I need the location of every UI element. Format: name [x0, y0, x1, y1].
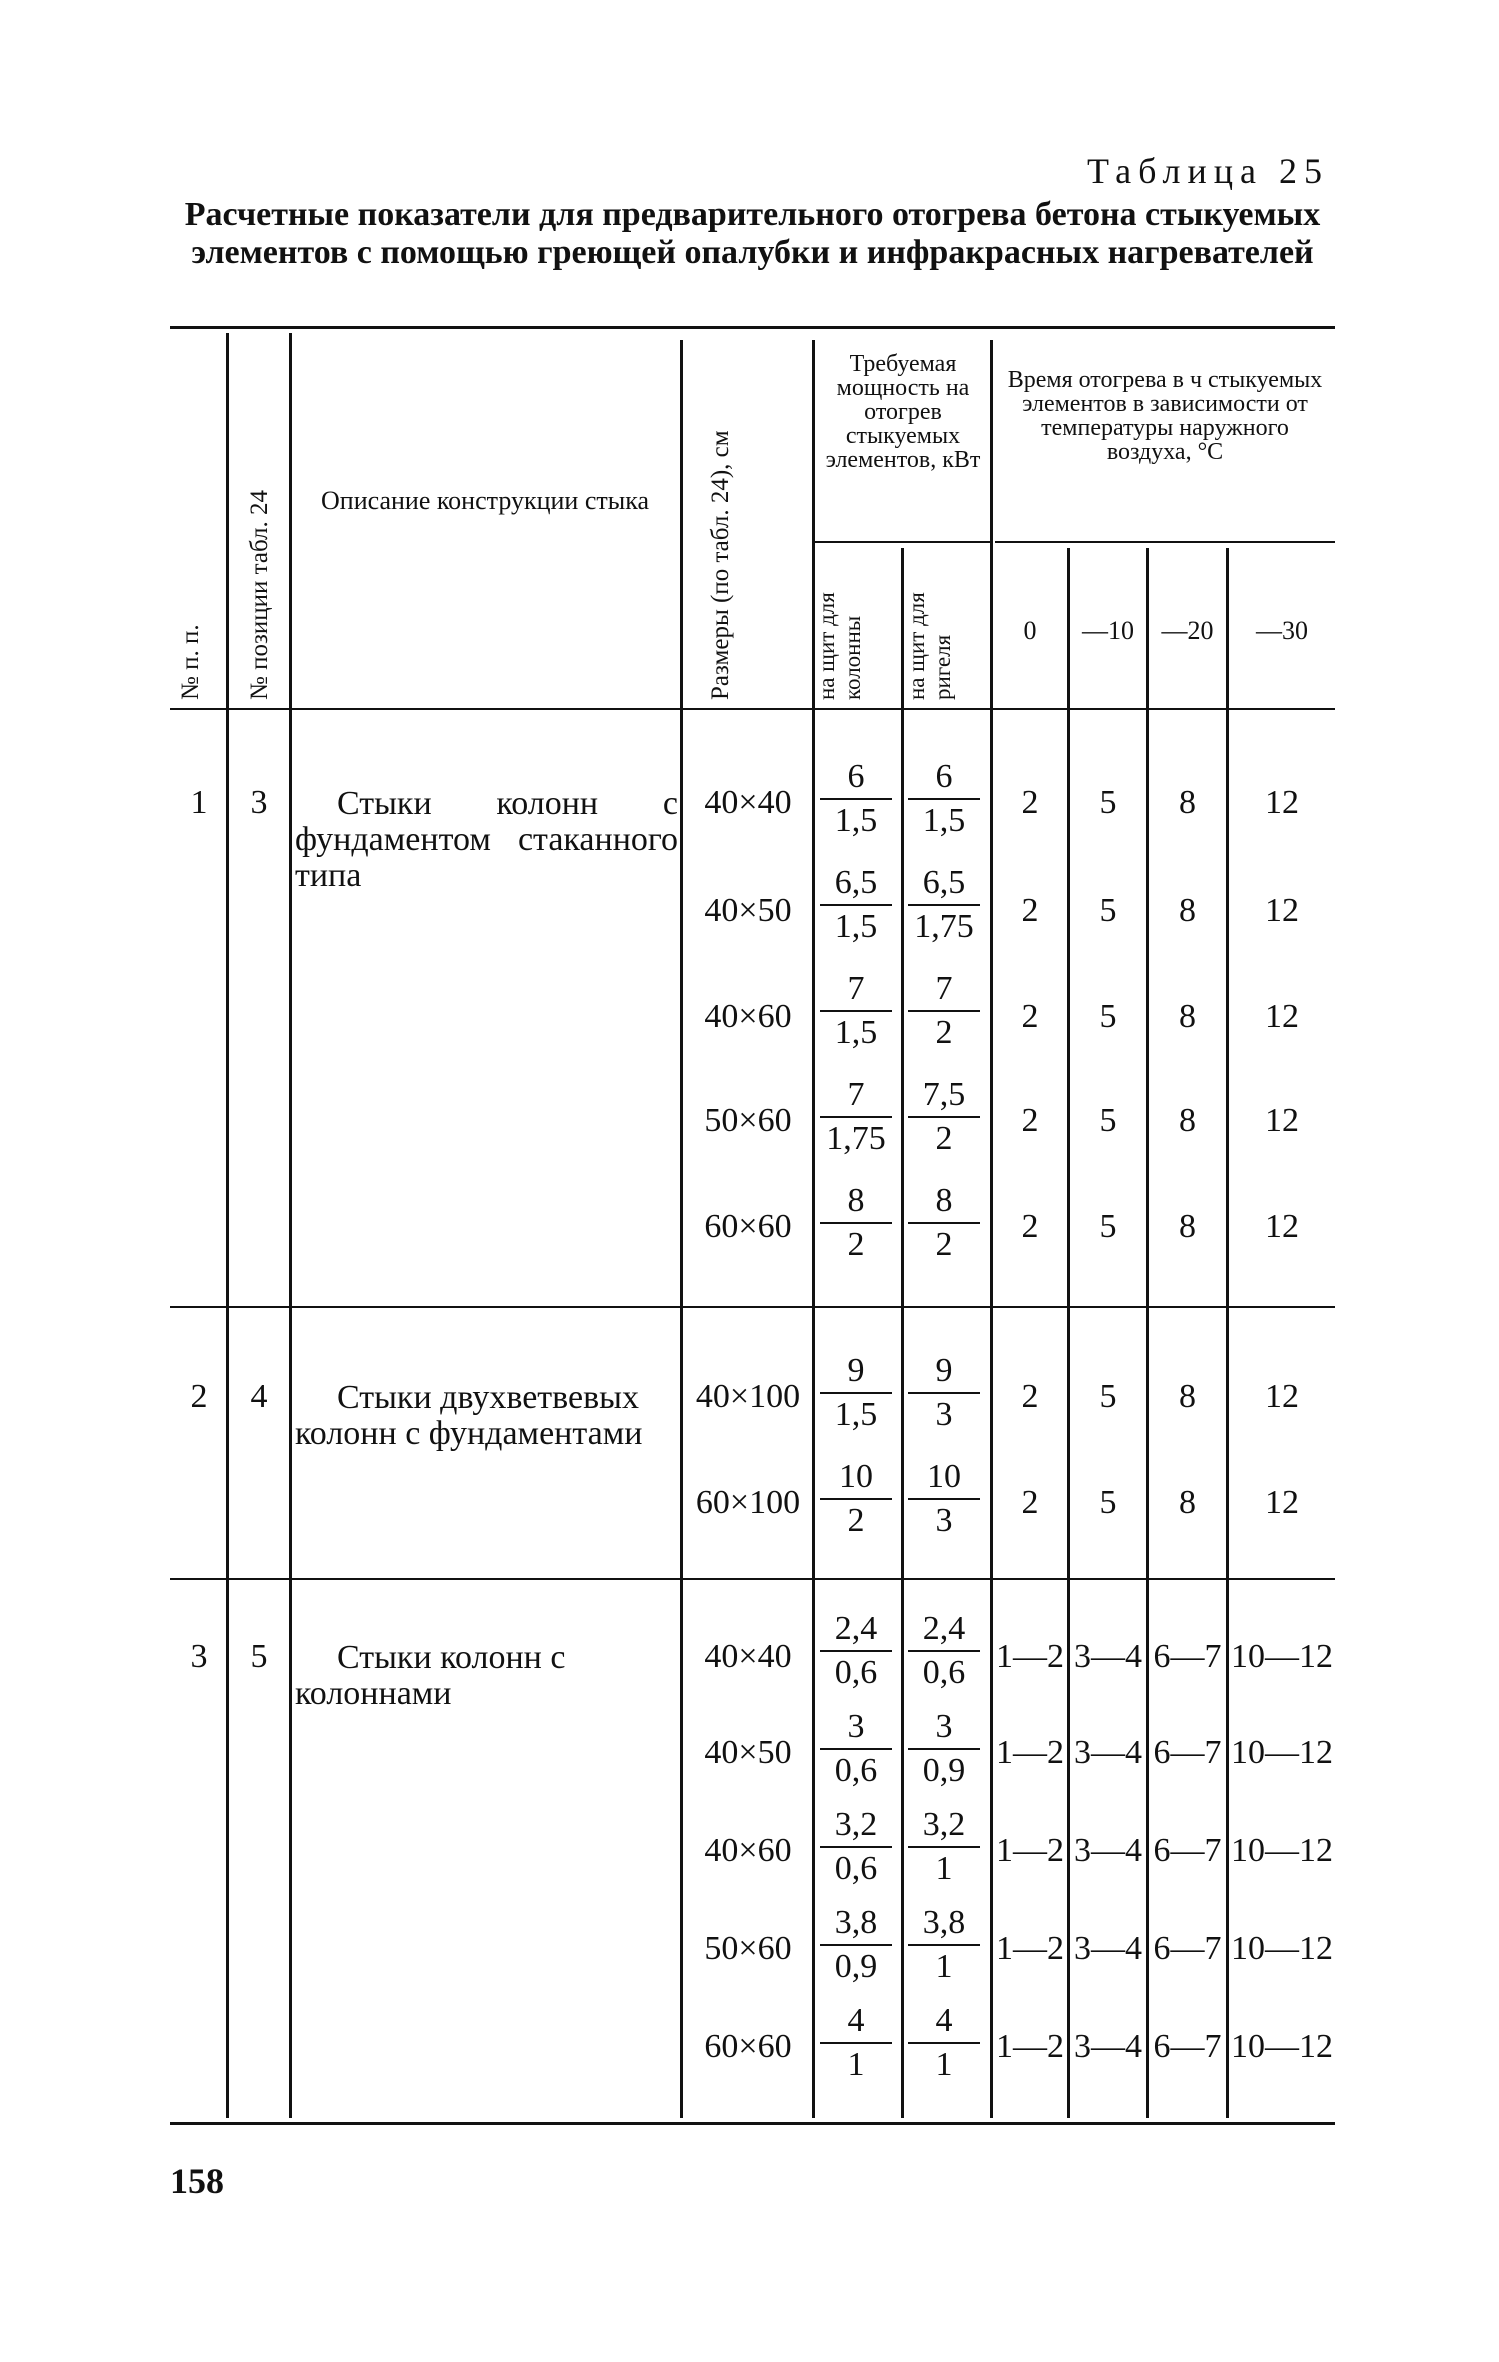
numerator: 2,4	[908, 1612, 980, 1652]
g1-r3-t10: 5	[1099, 998, 1117, 1035]
g1-r2-power-column	[820, 866, 892, 944]
g2-r2-t0: 2	[1021, 1484, 1039, 1521]
denominator: 2	[935, 1120, 953, 1157]
g3-r4-t10: 3—4	[1074, 1930, 1142, 1967]
denominator: 2	[847, 1502, 865, 1539]
header-temp-0: 0	[1023, 616, 1037, 645]
g2-r1-t30: 12	[1265, 1378, 1299, 1415]
g1-r5-t0: 2	[1021, 1208, 1039, 1245]
g2-r1-t10: 5	[1099, 1378, 1117, 1415]
g3-r3-power-column	[820, 1808, 892, 1886]
g1-r3-power-beam	[908, 972, 980, 1050]
numerator: 4	[908, 2004, 980, 2044]
header-temp-10: —10	[1082, 616, 1134, 645]
denominator: 3	[935, 1502, 953, 1539]
header-pos-no: № позиции табл. 24	[246, 489, 273, 700]
col-divider	[226, 333, 229, 2118]
g3-r4-t30: 10—12	[1231, 1930, 1333, 1967]
denominator: 1,5	[834, 802, 878, 839]
g3-r3-power-beam	[908, 1808, 980, 1886]
numerator: 7	[908, 972, 980, 1012]
g2-r2-t30: 12	[1265, 1484, 1299, 1521]
denominator: 0,6	[834, 1850, 878, 1887]
group-1-description: Стыки колонн с фундаментом стаканного типа	[295, 785, 678, 894]
g1-r2-t20: 8	[1179, 892, 1196, 929]
g3-r5-power-column	[820, 2004, 892, 2082]
numerator: 3,2	[820, 1808, 892, 1848]
g2-r1-t0: 2	[1021, 1378, 1039, 1415]
header-row-no: № п. п.	[177, 624, 204, 700]
g1-r5-power-beam	[908, 1184, 980, 1262]
g2-r1-size: 40×100	[695, 1378, 801, 1415]
denominator: 1,75	[914, 908, 974, 945]
numerator: 2,4	[820, 1612, 892, 1652]
header-time: Время отогрева в ч стыкуемых элементов в зависимости от температуры наружного воздуха, °С	[1007, 367, 1323, 465]
g2-r2-power-column	[820, 1460, 892, 1538]
col-divider	[990, 340, 993, 2118]
denominator: 1	[935, 1850, 953, 1887]
header-size: Размеры (по табл. 24), см	[707, 430, 734, 700]
g1-r2-t30: 12	[1265, 892, 1299, 929]
g3-r5-t30: 10—12	[1231, 2028, 1333, 2065]
header-temp-20: —20	[1161, 616, 1214, 645]
header-description: Описание конструкции стыка	[321, 486, 649, 515]
numerator: 4	[820, 2004, 892, 2044]
numerator: 7,5	[908, 1078, 980, 1118]
denominator: 1,5	[834, 1396, 878, 1433]
group-1-no: 1	[190, 784, 208, 821]
g3-r2-size: 40×50	[704, 1734, 792, 1771]
g1-r5-power-column	[820, 1184, 892, 1262]
g3-r1-power-beam	[908, 1612, 980, 1690]
g3-r4-size: 50×60	[704, 1930, 792, 1967]
denominator: 1,5	[922, 802, 966, 839]
col-divider	[1146, 548, 1149, 2118]
header-power: Требуемая мощность на отогрев стыкуемых элементов, кВт	[825, 351, 981, 473]
denominator: 0,6	[834, 1654, 878, 1691]
g1-r1-power-column	[820, 760, 892, 838]
denominator: 1	[935, 2046, 953, 2083]
g1-r1-size: 40×40	[704, 784, 792, 821]
header-power-beam: на щит для ригеля	[904, 592, 955, 700]
header-temp-30: —30	[1256, 616, 1308, 645]
denominator: 0,6	[922, 1654, 966, 1691]
denominator: 2	[935, 1014, 953, 1051]
time-subheader-rule	[995, 541, 1335, 543]
numerator: 9	[908, 1354, 980, 1394]
g3-r1-t10: 3—4	[1074, 1638, 1142, 1675]
group-2-no: 2	[190, 1378, 208, 1415]
g3-r1-power-column	[820, 1612, 892, 1690]
g2-r1-power-column	[820, 1354, 892, 1432]
numerator: 8	[820, 1184, 892, 1224]
group-3-no: 3	[190, 1638, 208, 1675]
col-divider	[1226, 548, 1229, 2118]
g3-r2-power-beam	[908, 1710, 980, 1788]
numerator: 6	[908, 760, 980, 800]
top-rule	[170, 326, 1335, 329]
denominator: 3	[935, 1396, 953, 1433]
numerator: 3	[908, 1710, 980, 1750]
g3-r4-power-column	[820, 1906, 892, 1984]
g1-r1-t0: 2	[1021, 784, 1039, 821]
g3-r1-t0: 1—2	[996, 1638, 1064, 1675]
g1-r3-size: 40×60	[704, 998, 792, 1035]
group-rule-2	[170, 1578, 1335, 1580]
denominator: 1	[935, 1948, 953, 1985]
numerator: 7	[820, 1078, 892, 1118]
denominator: 1	[847, 2046, 865, 2083]
numerator: 6,5	[908, 866, 980, 906]
numerator: 10	[820, 1460, 892, 1500]
g1-r1-power-beam	[908, 760, 980, 838]
g1-r1-t20: 8	[1179, 784, 1196, 821]
g3-r2-t30: 10—12	[1231, 1734, 1333, 1771]
denominator: 1,5	[834, 908, 878, 945]
g3-r1-t20: 6—7	[1153, 1638, 1222, 1675]
g1-r4-t10: 5	[1099, 1102, 1117, 1139]
g1-r1-t10: 5	[1099, 784, 1117, 821]
g3-r5-power-beam	[908, 2004, 980, 2082]
numerator: 7	[820, 972, 892, 1012]
col-divider	[901, 548, 904, 2118]
header-power-column: на щит для колонны	[814, 592, 865, 700]
g1-r3-t30: 12	[1265, 998, 1299, 1035]
g3-r1-t30: 10—12	[1231, 1638, 1333, 1675]
denominator: 0,9	[922, 1752, 966, 1789]
g2-r2-power-beam	[908, 1460, 980, 1538]
g1-r2-size: 40×50	[704, 892, 792, 929]
group-2-description: Стыки двухветвевых колонн с фундаментами	[295, 1379, 643, 1452]
page-number: 158	[170, 2161, 224, 2201]
g1-r4-power-column	[820, 1078, 892, 1156]
g1-r4-t30: 12	[1265, 1102, 1299, 1139]
g1-r5-t20: 8	[1179, 1208, 1196, 1245]
g1-r5-t10: 5	[1099, 1208, 1117, 1245]
numerator: 6	[820, 760, 892, 800]
g1-r4-t0: 2	[1021, 1102, 1039, 1139]
g1-r3-power-column	[820, 972, 892, 1050]
numerator: 3,2	[908, 1808, 980, 1848]
col-divider	[680, 340, 683, 2118]
g1-r4-t20: 8	[1179, 1102, 1196, 1139]
g3-r2-t10: 3—4	[1074, 1734, 1142, 1771]
g2-r1-power-beam	[908, 1354, 980, 1432]
g3-r2-power-column	[820, 1710, 892, 1788]
denominator: 0,6	[834, 1752, 878, 1789]
table-title: Расчетные показатели для предварительного отогрева бетона стыкуемых элементов с помощью греющей опалубки и инфракрасных нагревателей	[184, 196, 1321, 271]
power-subheader-rule	[815, 541, 990, 543]
denominator: 0,9	[834, 1948, 878, 1985]
g3-r3-t30: 10—12	[1231, 1832, 1333, 1869]
g3-r3-t20: 6—7	[1153, 1832, 1222, 1869]
group-3-pos: 5	[250, 1638, 268, 1675]
g3-r3-t10: 3—4	[1074, 1832, 1142, 1869]
numerator: 3	[820, 1710, 892, 1750]
group-3-description: Стыки колонн с колоннами	[295, 1639, 566, 1712]
g3-r5-size: 60×60	[704, 2028, 792, 2065]
g1-r2-t10: 5	[1099, 892, 1117, 929]
group-2-pos: 4	[250, 1378, 268, 1415]
numerator: 3,8	[908, 1906, 980, 1946]
denominator: 2	[847, 1226, 865, 1263]
g3-r4-power-beam	[908, 1906, 980, 1984]
numerator: 8	[908, 1184, 980, 1224]
g3-r1-size: 40×40	[704, 1638, 792, 1675]
g3-r3-t0: 1—2	[996, 1832, 1064, 1869]
group-1-pos: 3	[250, 784, 268, 821]
bottom-rule	[170, 2122, 1335, 2125]
g1-r1-t30: 12	[1265, 784, 1299, 821]
g3-r5-t10: 3—4	[1074, 2028, 1142, 2065]
g1-r5-t30: 12	[1265, 1208, 1299, 1245]
g1-r4-size: 50×60	[704, 1102, 792, 1139]
denominator: 1,75	[826, 1120, 886, 1157]
g3-r2-t0: 1—2	[996, 1734, 1064, 1771]
group-rule-1	[170, 1306, 1335, 1308]
g2-r2-size: 60×100	[695, 1484, 801, 1521]
g1-r3-t20: 8	[1179, 998, 1196, 1035]
numerator: 3,8	[820, 1906, 892, 1946]
g2-r1-t20: 8	[1179, 1378, 1196, 1415]
table-label: Таблица 25	[1087, 151, 1329, 191]
g3-r2-t20: 6—7	[1153, 1734, 1222, 1771]
g2-r2-t10: 5	[1099, 1484, 1117, 1521]
g1-r5-size: 60×60	[704, 1208, 792, 1245]
g2-r2-t20: 8	[1179, 1484, 1196, 1521]
g3-r5-t20: 6—7	[1153, 2028, 1222, 2065]
col-divider	[1067, 548, 1070, 2118]
g1-r2-power-beam	[908, 866, 980, 944]
g1-r2-t0: 2	[1021, 892, 1039, 929]
denominator: 2	[935, 1226, 953, 1263]
g1-r4-power-beam	[908, 1078, 980, 1156]
numerator: 9	[820, 1354, 892, 1394]
g3-r3-size: 40×60	[704, 1832, 792, 1869]
numerator: 6,5	[820, 866, 892, 906]
col-divider	[289, 333, 292, 2118]
g3-r4-t20: 6—7	[1153, 1930, 1222, 1967]
header-bottom-rule	[170, 708, 1335, 710]
g1-r3-t0: 2	[1021, 998, 1039, 1035]
g3-r4-t0: 1—2	[996, 1930, 1064, 1967]
g3-r5-t0: 1—2	[996, 2028, 1064, 2065]
denominator: 1,5	[834, 1014, 878, 1051]
numerator: 10	[908, 1460, 980, 1500]
